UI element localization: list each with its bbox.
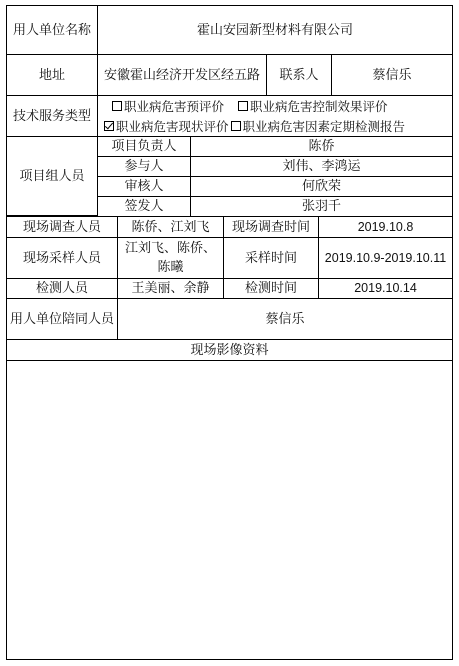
checkbox-checked-icon[interactable] xyxy=(104,121,114,131)
team-names: 陈侨 xyxy=(190,136,453,157)
service-type-label: 技术服务类型 xyxy=(6,95,98,137)
sampling-time-label: 采样时间 xyxy=(223,237,319,279)
survey-staff-label: 现场调查人员 xyxy=(6,216,118,238)
sampling-time-value: 2019.10.9-2019.10.11 xyxy=(318,237,453,279)
site-images-header: 现场影像资料 xyxy=(6,339,453,361)
address-label: 地址 xyxy=(6,54,98,96)
team-role: 签发人 xyxy=(97,196,191,217)
checkbox-unchecked-icon[interactable] xyxy=(231,121,241,131)
team-names: 张羽千 xyxy=(190,196,453,217)
testing-staff-names: 王美丽、余静 xyxy=(117,278,224,299)
sampling-staff-label: 现场采样人员 xyxy=(6,237,118,279)
site-images-area xyxy=(6,360,453,660)
testing-staff-label: 检测人员 xyxy=(6,278,118,299)
survey-time-label: 现场调查时间 xyxy=(223,216,319,238)
team-role: 项目负责人 xyxy=(97,136,191,157)
option-periodic-testing-report[interactable] xyxy=(231,117,406,136)
option-label: 职业病危害现状评价 xyxy=(116,118,229,134)
testing-time-value: 2019.10.14 xyxy=(318,278,453,299)
employer-label: 用人单位名称 xyxy=(6,5,98,55)
survey-time-value: 2019.10.8 xyxy=(318,216,453,238)
option-status-evaluation[interactable] xyxy=(104,117,229,136)
escort-value: 蔡信乐 xyxy=(117,298,453,340)
checkbox-unchecked-icon[interactable] xyxy=(238,101,248,111)
escort-label: 用人单位陪同人员 xyxy=(6,298,118,340)
checkbox-unchecked-icon[interactable] xyxy=(112,101,122,111)
testing-time-label: 检测时间 xyxy=(223,278,319,299)
project-team-label: 项目组人员 xyxy=(6,136,98,216)
sampling-staff-names: 江刘飞、陈侨、陈曦 xyxy=(117,237,224,279)
option-label: 职业病危害控制效果评价 xyxy=(250,98,388,114)
employer-value: 霍山安园新型材料有限公司 xyxy=(97,5,453,55)
contact-value: 蔡信乐 xyxy=(331,54,453,96)
option-pre-evaluation[interactable] xyxy=(112,97,224,116)
team-names: 刘伟、李鸿运 xyxy=(190,156,453,177)
contact-label: 联系人 xyxy=(266,54,332,96)
option-label: 职业病危害因素定期检测报告 xyxy=(242,118,406,134)
service-type-options xyxy=(97,95,453,137)
team-names: 何欣荣 xyxy=(190,176,453,197)
survey-staff-names: 陈侨、江刘飞 xyxy=(117,216,224,238)
option-control-effect-evaluation[interactable] xyxy=(238,97,388,116)
option-label: 职业病危害预评价 xyxy=(124,98,225,114)
address-value: 安徽霍山经济开发区经五路 xyxy=(97,54,267,96)
team-role: 审核人 xyxy=(97,176,191,197)
team-role: 参与人 xyxy=(97,156,191,177)
survey-record-form xyxy=(6,5,453,660)
